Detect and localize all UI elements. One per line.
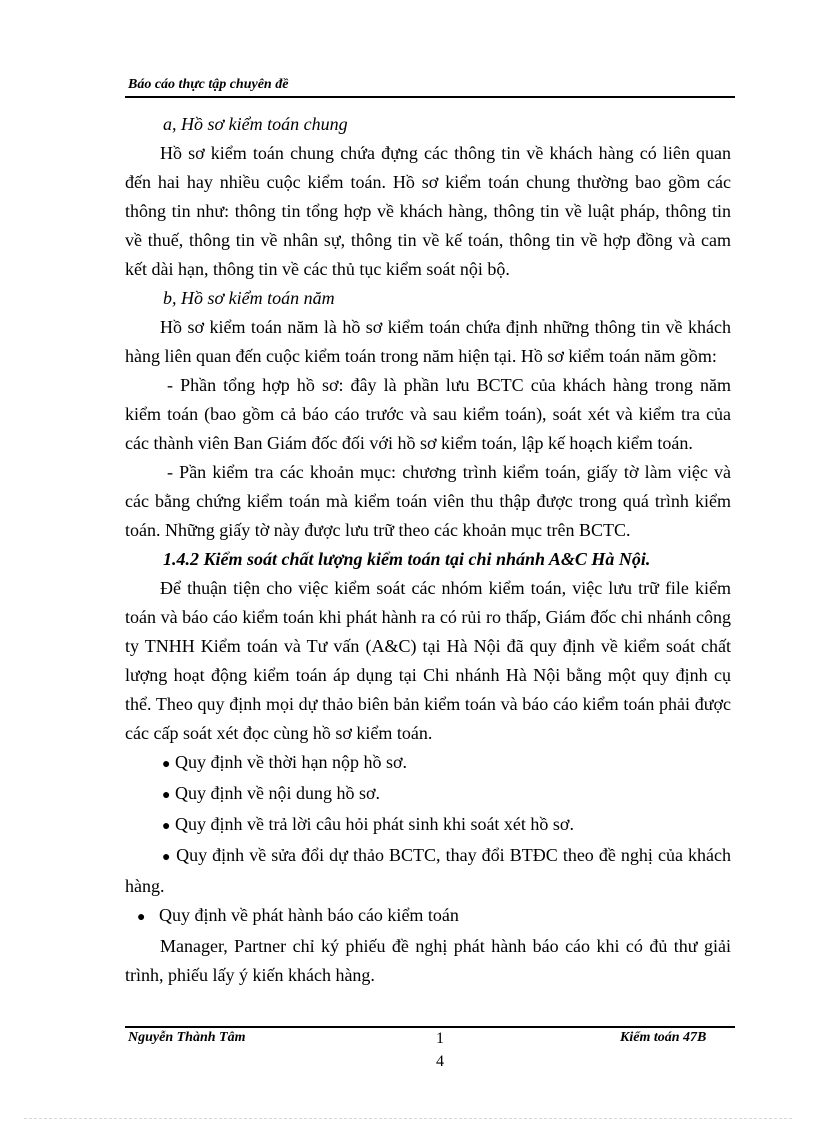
footer-author: Nguyễn Thành Tâm bbox=[128, 1030, 246, 1045]
paragraph-items-check: - Pần kiểm tra các khoản mục: chương trình kiểm toán, giấy tờ làm việc và các bằng chứng kiểm toán mà kiểm toán viên thu thập được trong quá trình kiểm toán. Những giấy tờ này được lưu trữ theo các khoản mục trên BCTC. bbox=[125, 462, 731, 540]
subheading-general-file: a, Hồ sơ kiểm toán chung bbox=[163, 114, 348, 134]
paragraph-summary-part: - Phần tổng hợp hồ sơ: đây là phần lưu BCTC của khách hàng trong năm kiểm toán (bao gồm cả báo cáo trước và sau kiểm toán), soát xét và kiểm tra của các thành viên Ban Giám đốc đối với hồ sơ kiểm toán, lập kế hoạch kiểm toán. bbox=[125, 375, 731, 453]
paragraph-general-file: Hồ sơ kiểm toán chung chứa đựng các thông tin về khách hàng có liên quan đến hai hay nhiều cuộc kiểm toán. Hồ sơ kiểm toán chung thường bao gồm các thông tin như: thông tin tổng hợp về khách hàng, thông tin về luật pháp, thông tin về thuế, thông tin về nhân sự, thông tin về kế toán, thông tin về hợp đồng và cam kết dài hạn, thông tin về các thủ tục kiểm soát nội bộ. bbox=[125, 143, 731, 279]
list-item: ● Quy định về thời hạn nộp hồ sơ. bbox=[162, 752, 407, 772]
bullet-icon: ● bbox=[162, 850, 172, 865]
footer-divider bbox=[125, 1026, 735, 1028]
document-body bbox=[125, 110, 731, 990]
page-edge-line bbox=[24, 1118, 792, 1119]
bullet-icon: ● bbox=[162, 788, 171, 803]
list-item: ● Quy định về sửa đổi dự thảo BCTC, thay đổi BTĐC theo đề nghị của khách hàng. bbox=[125, 845, 732, 896]
list-item: ● Quy định về trả lời câu hỏi phát sinh khi soát xét hồ sơ. bbox=[162, 814, 574, 834]
paragraph-quality-control: Để thuận tiện cho việc kiểm soát các nhóm kiểm toán, việc lưu trữ file kiểm toán và báo cáo kiểm toán khi phát hành ra có rủi ro thấp, Giám đốc chi nhánh công ty TNHH Kiểm toán và Tư vấn (A&C) tại Hà Nội đã quy định về kiểm soát chất lượng hoạt động kiểm toán áp dụng tại Chi nhánh Hà Nội bằng một quy định cụ thể. Theo quy định mọi dự thảo biên bản kiểm toán và báo cáo kiểm toán phải được các cấp soát xét đọc cùng hồ sơ kiểm toán. bbox=[125, 578, 731, 743]
header-divider bbox=[125, 96, 735, 98]
page-number-bottom: 4 bbox=[436, 1053, 444, 1070]
paragraph-annual-file: Hồ sơ kiểm toán năm là hồ sơ kiểm toán chứa định những thông tin về khách hàng liên quan đến cuộc kiểm toán trong năm hiện tại. Hồ sơ kiểm toán năm gồm: bbox=[125, 317, 731, 366]
footer-course: Kiểm toán 47B bbox=[620, 1030, 707, 1045]
page-number-top: 1 bbox=[436, 1030, 444, 1047]
bullet-icon: ● bbox=[162, 757, 171, 772]
bullet-icon: ● bbox=[137, 910, 146, 925]
section-heading: 1.4.2 Kiểm soát chất lượng kiểm toán tại chi nhánh A&C Hà Nội. bbox=[163, 549, 651, 569]
subheading-annual-file: b, Hồ sơ kiểm toán năm bbox=[163, 288, 335, 308]
running-header-title: Báo cáo thực tập chuyên đề bbox=[128, 77, 289, 92]
paragraph-manager-signoff: Manager, Partner chỉ ký phiếu đề nghị phát hành báo cáo khi có đủ thư giải trình, phiếu lấy ý kiến khách hàng. bbox=[125, 936, 731, 985]
list-item: ● Quy định về phát hành báo cáo kiểm toán bbox=[125, 901, 731, 932]
list-item: ● Quy định về nội dung hồ sơ. bbox=[162, 783, 380, 803]
bullet-icon: ● bbox=[162, 819, 171, 834]
